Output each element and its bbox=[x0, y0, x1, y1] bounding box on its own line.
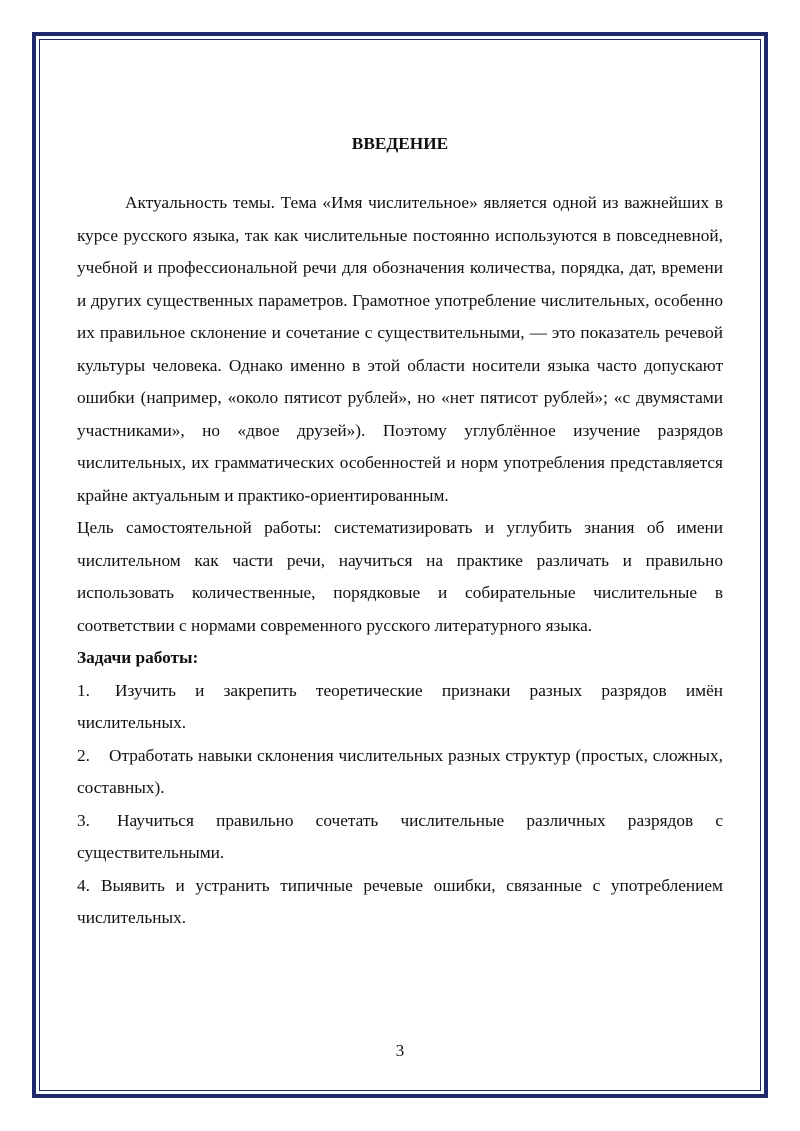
document-body bbox=[77, 128, 723, 935]
task-number: 2. bbox=[77, 745, 90, 765]
task-number: 3. bbox=[77, 810, 90, 830]
relevance-paragraph: Актуальность темы. Тема «Имя числительное» является одной из важнейших в курсе русского языка, так как числительные постоянно используются в повседневной, учебной и профессиональной речи для обозначения количества, порядка, дат, времени и других существенных параметров. Грамотное употребление числительных, особенно их правильное склонение и сочетание с существительными, — это показатель речевой культуры человека. Однако именно в этой области носители языка часто допускают ошибки (например, «около пятисот рублей», но «нет пятисот рублей»; «с двумястами участниками», но «двое друзей»). Поэтому углублённое изучение разрядов числительных, их грамматических особенностей и норм употребления представляется крайне актуальным и практико-ориентированным. bbox=[77, 193, 723, 505]
task-text: Научиться правильно сочетать числительные различных разрядов с существительными. bbox=[77, 810, 723, 862]
task-text: Выявить и устранить типичные речевые ошибки, связанные с употреблением числительных. bbox=[77, 875, 723, 927]
task-number: 4. bbox=[77, 875, 90, 895]
task-number: 1. bbox=[77, 680, 90, 700]
tasks-heading: Задачи работы: bbox=[77, 648, 199, 667]
task-item-1 bbox=[77, 675, 723, 740]
page-number: 3 bbox=[395, 1041, 405, 1060]
goal-paragraph: Цель самостоятельной работы: систематизировать и углубить знания об имени числительном как части речи, научиться на практике различать и правильно использовать количественные, порядковые и собирательные числительные в соответствии с нормами современного русского литературного языка. bbox=[77, 518, 723, 635]
page-title: ВВЕДЕНИЕ bbox=[351, 134, 449, 153]
task-item-4 bbox=[77, 870, 723, 935]
task-item-2 bbox=[77, 740, 723, 805]
task-item-3 bbox=[77, 805, 723, 870]
task-text: Отработать навыки склонения числительных разных структур (простых, сложных, составных). bbox=[77, 745, 723, 797]
task-text: Изучить и закрепить теоретические признаки разных разрядов имён числительных. bbox=[77, 680, 723, 732]
